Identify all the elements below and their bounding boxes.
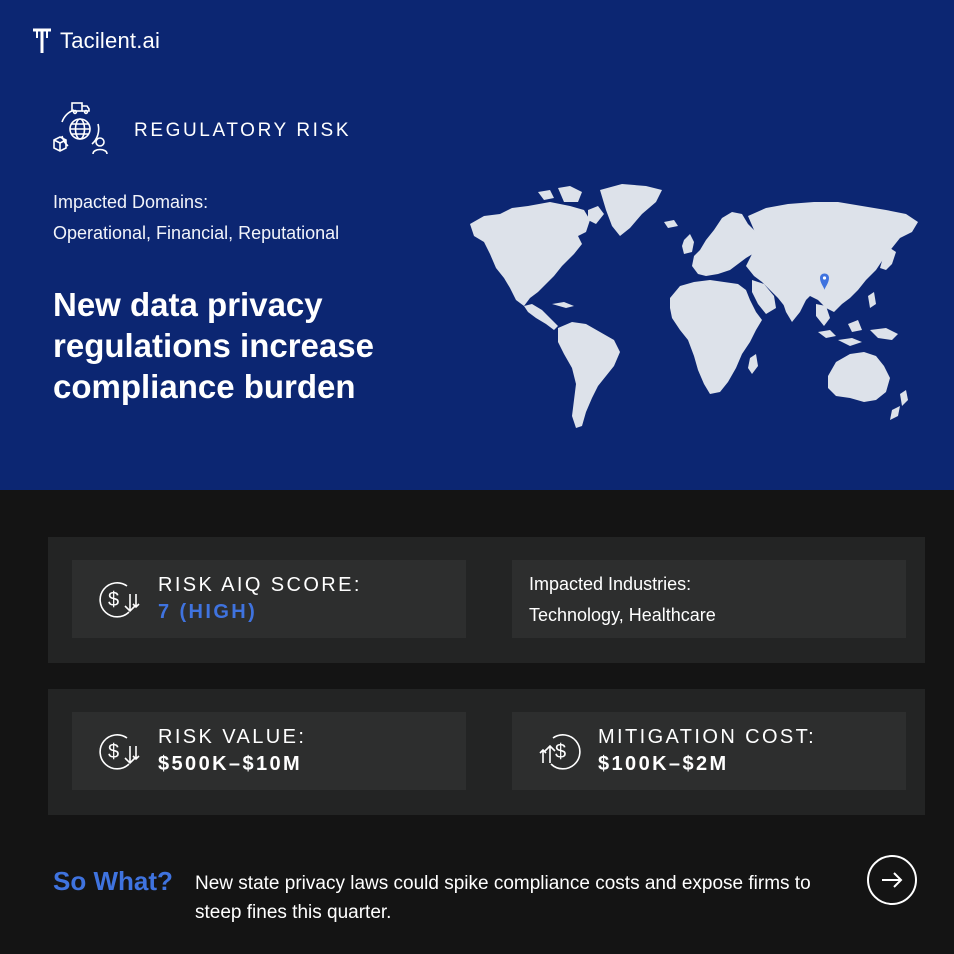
global-logistics-icon bbox=[52, 100, 112, 160]
impacted-domains-label: Impacted Domains: bbox=[53, 192, 209, 212]
impacted-industries-value: Technology, Healthcare bbox=[529, 605, 716, 625]
world-map bbox=[466, 180, 924, 432]
risk-score-value: 7 (HIGH) bbox=[158, 601, 258, 623]
dollar-down-icon bbox=[96, 577, 144, 621]
mitigation-cost-value: $100K–$2M bbox=[598, 753, 729, 775]
risk-value-value: $500K–$10M bbox=[158, 753, 303, 775]
headline: New data privacy regulations increase compliance burden bbox=[53, 286, 374, 405]
risk-category-label: REGULATORY RISK bbox=[134, 120, 352, 141]
risk-category bbox=[52, 100, 352, 160]
svg-text:$: $ bbox=[108, 741, 120, 763]
impacted-industries-label: Impacted Industries: bbox=[529, 574, 692, 594]
impacted-industries-card bbox=[512, 560, 906, 638]
arrow-right-icon bbox=[879, 867, 905, 893]
risk-score-label: RISK AIQ SCORE: bbox=[158, 574, 362, 596]
mitigation-cost-label: MITIGATION COST: bbox=[598, 726, 817, 748]
risk-value-label: RISK VALUE: bbox=[158, 726, 307, 748]
mitigation-cost-card bbox=[512, 712, 906, 790]
impacted-domains-value: Operational, Financial, Reputational bbox=[53, 223, 340, 243]
svg-text:$: $ bbox=[555, 741, 567, 763]
risk-value-card bbox=[72, 712, 466, 790]
dollar-up-icon bbox=[536, 729, 584, 773]
next-button[interactable] bbox=[867, 855, 917, 905]
value-panel bbox=[48, 689, 925, 815]
so-what-label: So What? bbox=[53, 866, 173, 896]
tacilent-logo-icon bbox=[32, 28, 52, 54]
score-panel bbox=[48, 537, 925, 663]
brand-name: Tacilent.ai bbox=[60, 28, 161, 53]
dollar-down-icon bbox=[96, 729, 144, 773]
brand[interactable] bbox=[32, 28, 160, 54]
so-what-text: New state privacy laws could spike compliance costs and expose firms to steep fines this quarter. bbox=[195, 873, 811, 923]
svg-text:$: $ bbox=[108, 589, 120, 611]
risk-score-card bbox=[72, 560, 466, 638]
